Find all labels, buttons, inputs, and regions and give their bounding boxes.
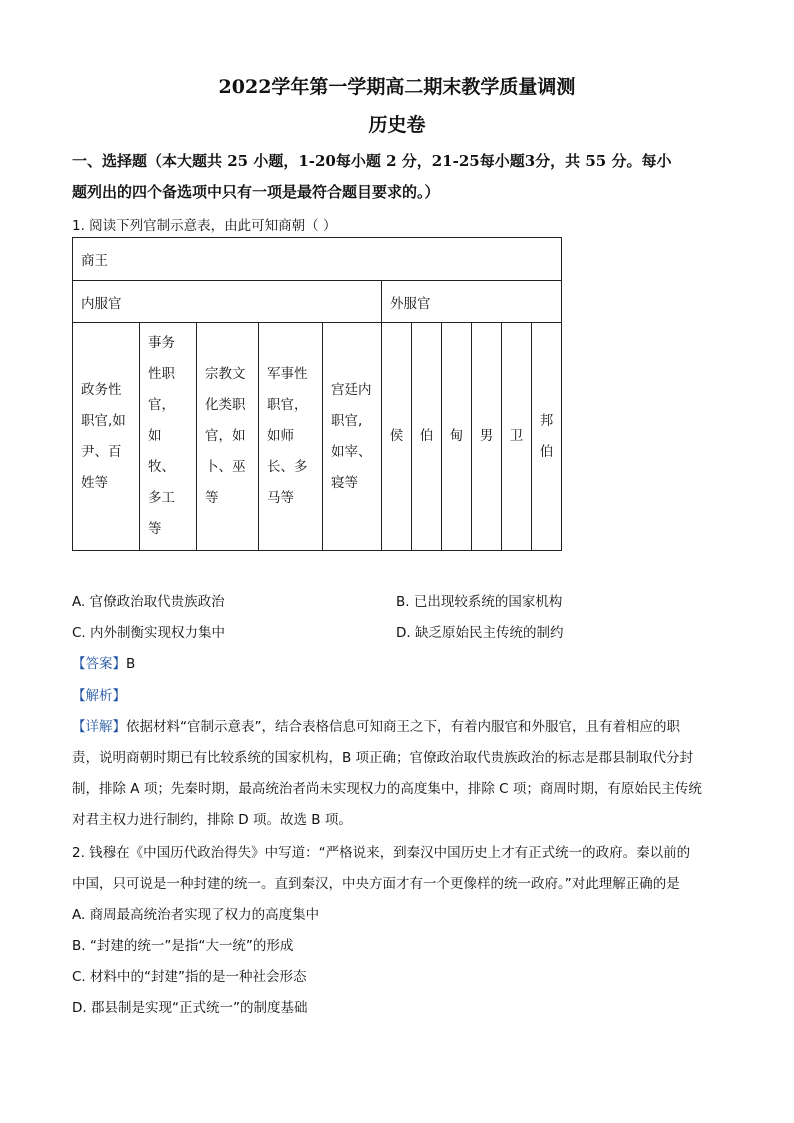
table-cell-line: 姓等	[81, 474, 108, 491]
q1-analysis-label	[72, 684, 126, 704]
q2-stem-line-2: 中国，只可说是一种封建的统一。直到秦汉，中央方面才有一个更像样的统一政府。”对此理解正确的是	[72, 876, 680, 892]
table-cell-king: 商王	[73, 238, 562, 281]
section-heading-line-2: 题列出的四个备选项中只有一项是最符合题目要求的。）	[72, 183, 440, 201]
q1-detail-line-1	[72, 715, 680, 735]
table-cell-line: 尹、百	[81, 443, 122, 460]
section-heading	[72, 146, 722, 208]
q2-option-a: A. 商周最高统治者实现了权力的高度集中	[72, 907, 320, 923]
table-cell-line: 寝等	[331, 474, 358, 491]
analysis-label: 【解析】	[72, 688, 126, 704]
answer-label: 【答案】	[72, 656, 126, 672]
q1-option-c: C. 内外制衡实现权力集中	[72, 625, 226, 641]
q1-detail-line-2: 责，说明商朝时期已有比较系统的国家机构，B 项正确；官僚政治取代贵族政治的标志是郡县制取代分封	[72, 750, 694, 766]
official-system-table	[72, 237, 562, 551]
table-cell-line: 男	[479, 428, 494, 444]
q1-answer	[72, 652, 135, 672]
table-cell-line: 如师	[267, 428, 294, 444]
q1-option-b: B. 已出现较系统的国家机构	[396, 594, 563, 610]
table-cell-line: 马等	[267, 490, 294, 506]
q2-stem-line-1: 2. 钱穆在《中国历代政治得失》中写道：“严格说来，到秦汉中国历史上才有正式统一的政府。秦以前的	[72, 845, 691, 861]
table-cell-line: 牧、	[148, 459, 175, 475]
table-cell-line: 军事性	[267, 366, 308, 382]
table-cell-line: 多工	[148, 490, 175, 506]
exam-title: 2022学年第一学期高二期末教学质量调测	[218, 76, 576, 98]
table-cell-inner-col	[140, 323, 197, 551]
table-cell-outer-officials: 外服官	[382, 281, 562, 323]
exam-subtitle: 历史卷	[368, 114, 426, 136]
table-cell-line: 侯	[389, 428, 404, 444]
answer-value: B	[126, 656, 136, 672]
table-cell-line: 职官,如	[81, 412, 126, 429]
table-cell-line: 伯	[539, 443, 554, 460]
table-cell-line: 性职	[148, 366, 175, 382]
table-cell-line: 等	[148, 521, 162, 537]
table-cell-inner-col	[73, 323, 140, 551]
table-cell-line: 事务	[148, 335, 175, 351]
table-cell-outer-col	[382, 323, 412, 551]
table-cell-line: 卜、巫	[205, 459, 246, 475]
table-cell-line: 宫廷内	[331, 381, 372, 398]
q2-option-c: C. 材料中的“封建”指的是一种社会形态	[72, 969, 307, 985]
table-cell-line: 官，如	[205, 428, 246, 444]
table-cell-inner-col	[197, 323, 259, 551]
table-cell-inner-officials: 内服官	[73, 281, 382, 323]
table-cell-inner-col	[259, 323, 323, 551]
table-cell-outer-col	[532, 323, 562, 551]
detail-text: 依据材料“官制示意表”，结合表格信息可知商王之下，有着内服官和外服官，且有着相应的职	[126, 719, 680, 735]
section-heading-line-1: 一、选择题（本大题共 25 小题，1-20每小题 2 分，21-25每小题3分，共 55 分。每小	[72, 152, 672, 170]
detail-label: 【详解】	[72, 719, 126, 735]
q2-option-b: B. “封建的统一”是指“大一统”的形成	[72, 938, 294, 954]
table-cell-outer-col	[412, 323, 442, 551]
table-cell-line: 甸	[449, 428, 464, 444]
q1-option-a: A. 官僚政治取代贵族政治	[72, 594, 225, 610]
table-cell-line: 如宰、	[331, 443, 372, 460]
q2-option-d: D. 郡县制是实现“正式统一”的制度基础	[72, 1000, 308, 1016]
table-cell-outer-col	[472, 323, 502, 551]
table-cell-line: 等	[205, 490, 219, 506]
table-cell-line: 宗教文	[205, 366, 246, 382]
table-cell-inner-col	[323, 323, 382, 551]
table-cell-line: 政务性	[81, 381, 122, 398]
table-cell-line: 邦	[539, 412, 554, 429]
table-cell-outer-col	[502, 323, 532, 551]
q1-detail-line-4: 对君主权力进行制约，排除 D 项。故选 B 项。	[72, 812, 352, 828]
table-cell-line: 职官,	[331, 412, 363, 429]
q1-detail-line-3: 制，排除 A 项；先秦时期，最高统治者尚未实现权力的高度集中，排除 C 项；商周时期，有原始民主传统	[72, 781, 702, 797]
table-cell-line: 化类职	[205, 397, 246, 413]
table-cell-outer-col	[442, 323, 472, 551]
table-cell-line: 职官，	[267, 397, 308, 413]
table-cell-line: 卫	[509, 428, 524, 444]
table-cell-line: 如	[148, 428, 162, 444]
table-cell-line: 官，	[148, 397, 175, 413]
q1-stem: 1. 阅读下列官制示意表，由此可知商朝（ ）	[72, 218, 337, 234]
q1-option-d: D. 缺乏原始民主传统的制约	[396, 625, 564, 641]
table-cell-line: 长、多	[267, 459, 308, 475]
table-cell-line: 伯	[419, 428, 434, 444]
